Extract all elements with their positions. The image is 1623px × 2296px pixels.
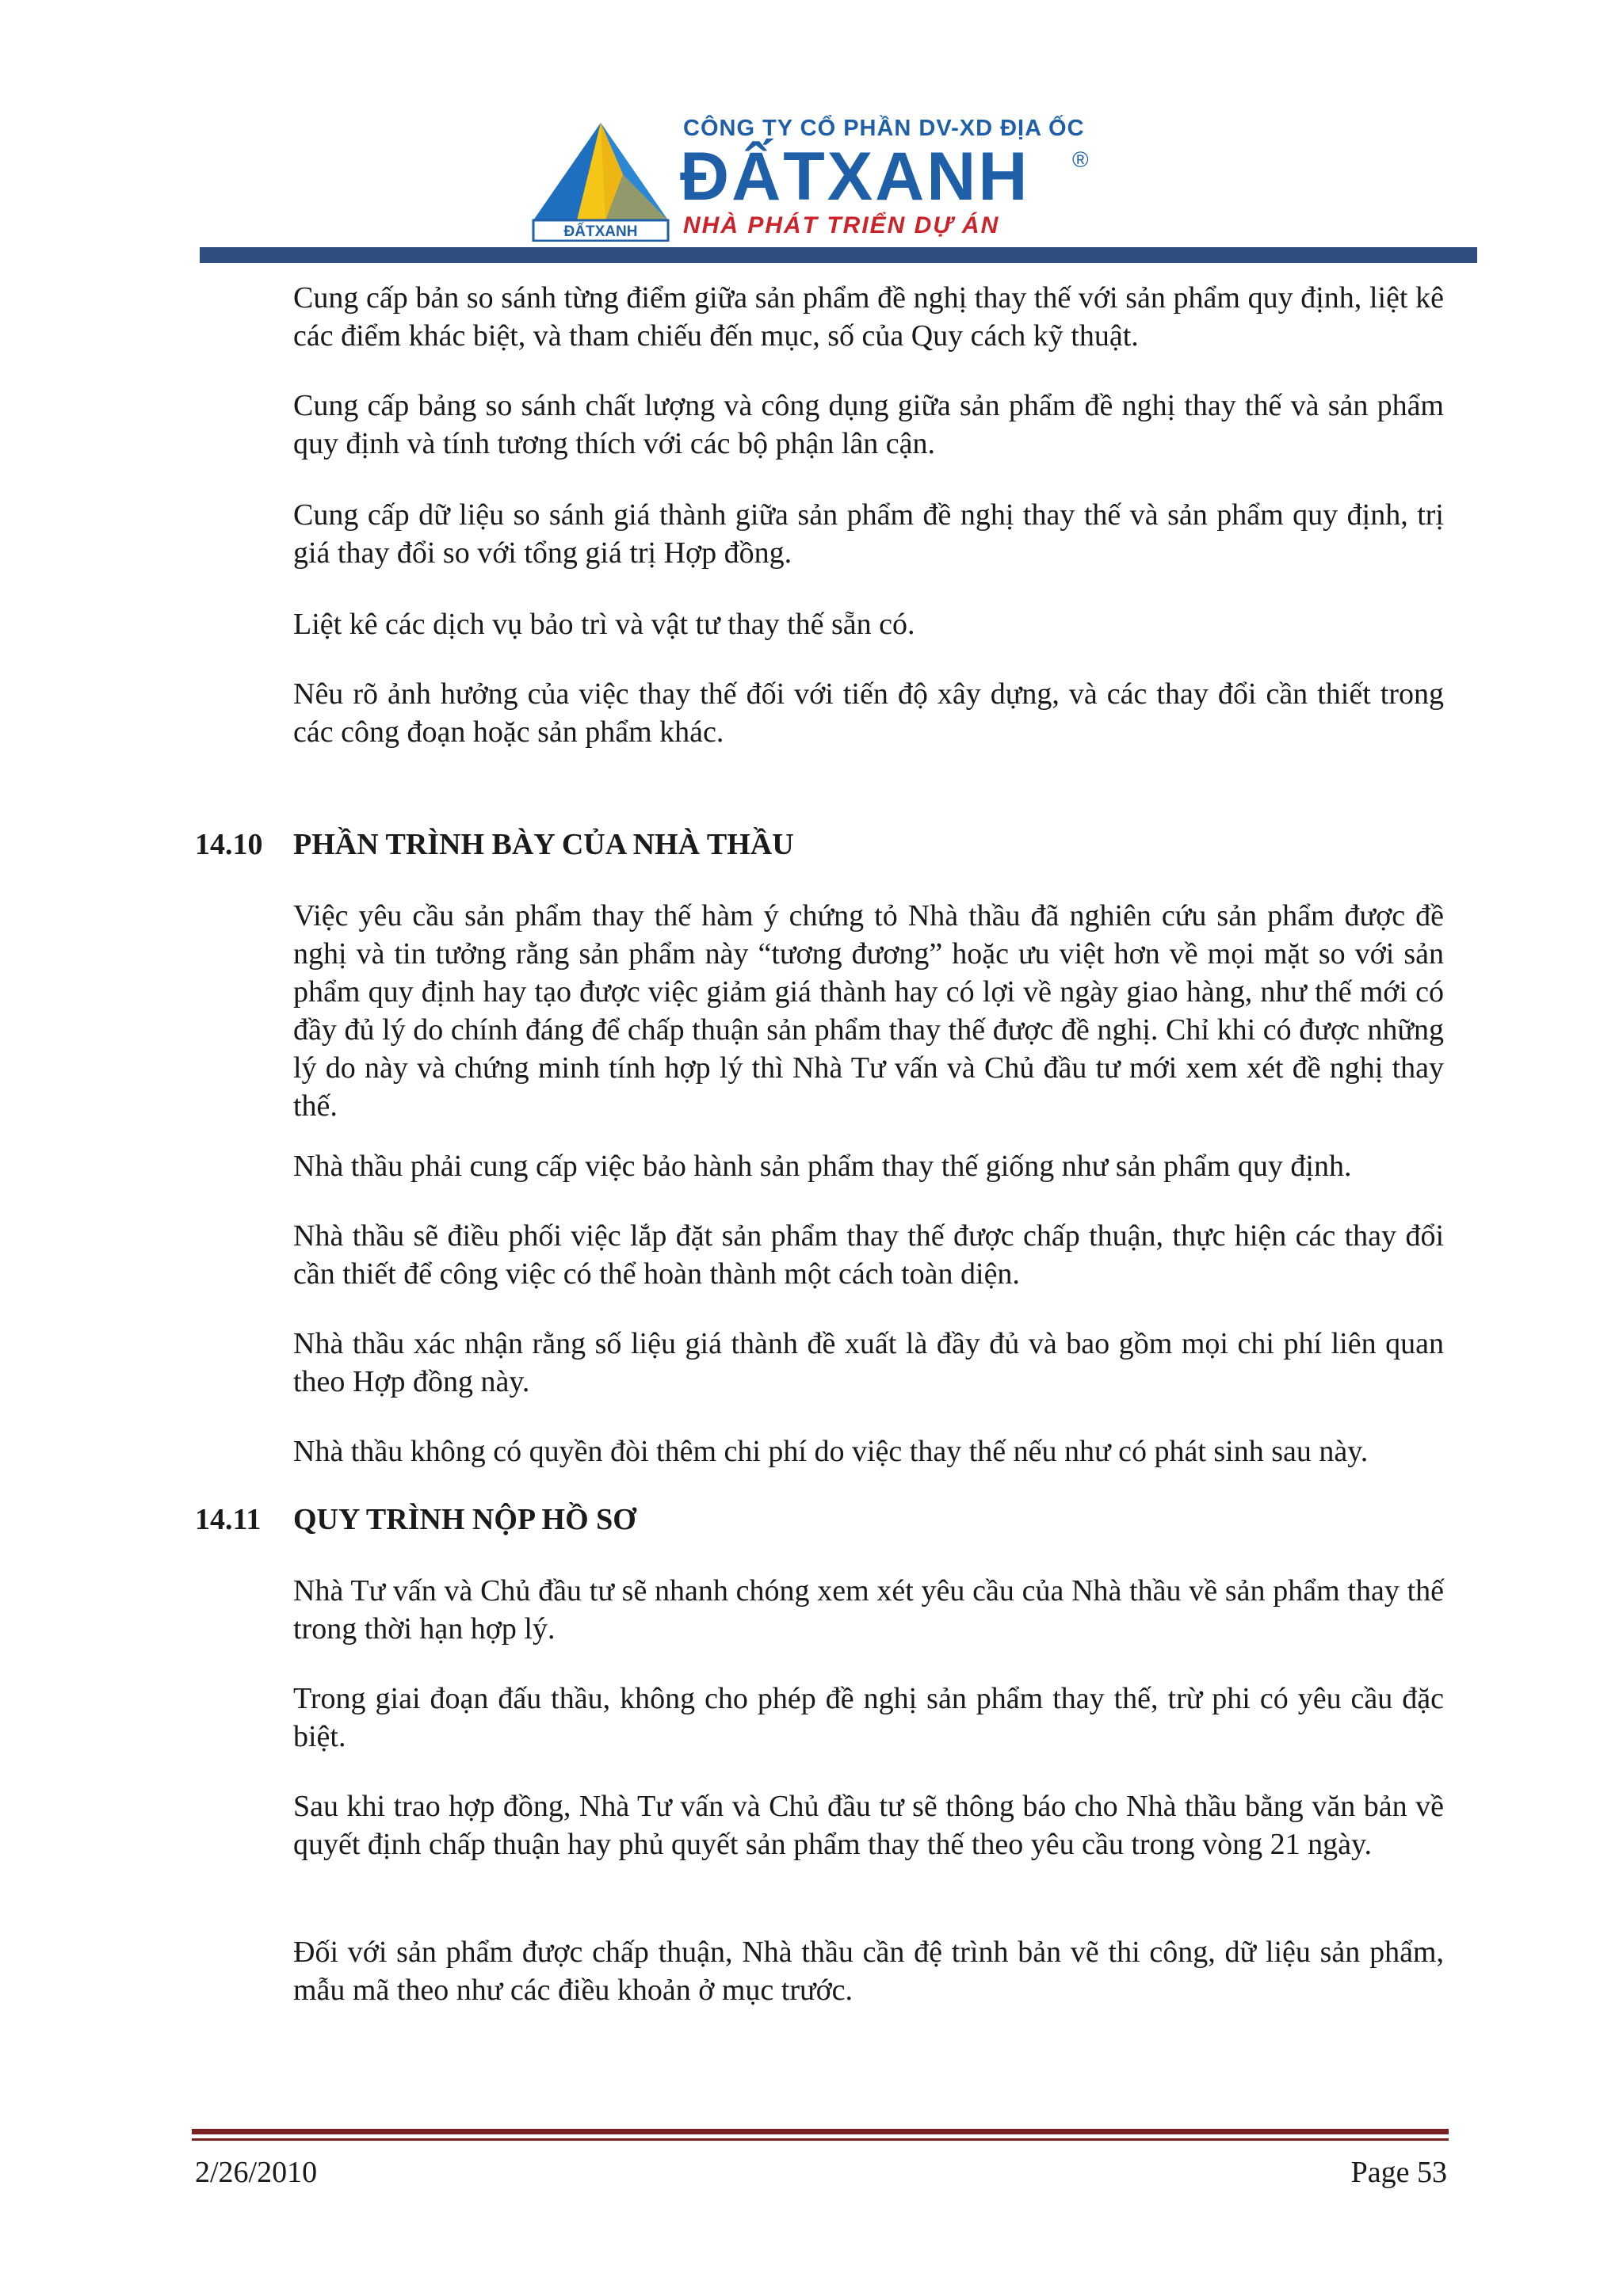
intro-paragraph: Cung cấp bảng so sánh chất lượng và công dụng giữa sản phẩm đề nghị thay thế và sản phẩm quy định và tính tương thích với các bộ phận lân cận. [293,389,1444,460]
section-paragraph: Nhà thầu sẽ điều phối việc lắp đặt sản phẩm thay thế được chấp thuận, thực hiện các thay đổi cần thiết để công việc có thể hoàn thành một cách toàn diện. [293,1219,1444,1291]
company-name: CÔNG TY CỔ PHẦN DV-XD ĐỊA ỐC [683,116,1085,141]
brand-tagline: NHÀ PHÁT TRIỂN DỰ ÁN [683,212,1000,238]
section-title: PHẦN TRÌNH BÀY CỦA NHÀ THẦU [293,828,794,861]
section-paragraph: Trong giai đoạn đấu thầu, không cho phép đề nghị sản phẩm thay thế, trừ phi có yêu cầu đặc biệt. [293,1682,1444,1753]
page-number: Page 53 [1350,2156,1447,2189]
section-paragraph: Nhà thầu xác nhận rằng số liệu giá thành đề xuất là đầy đủ và bao gồm mọi chi phí liên quan theo Hợp đồng này. [293,1327,1444,1398]
section-paragraph: Đối với sản phẩm được chấp thuận, Nhà thầu cần đệ trình bản vẽ thi công, dữ liệu sản phẩm, mẫu mã theo như các điều khoản ở mục trước. [293,1936,1444,2007]
datxanh-logo-icon [529,119,672,242]
section-heading-14-11 [195,1502,636,1537]
section-paragraph: Nhà Tư vấn và Chủ đầu tư sẽ nhanh chóng xem xét yêu cầu của Nhà thầu về sản phẩm thay thế trong thời hạn hợp lý. [293,1574,1444,1646]
section-number: 14.10 [195,828,263,861]
intro-paragraph: Nêu rõ ảnh hưởng của việc thay thế đối với tiến độ xây dựng, và các thay đổi cần thiết trong các công đoạn hoặc sản phẩm khác. [293,677,1444,749]
intro-paragraph: Liệt kê các dịch vụ bảo trì và vật tư thay thế sẵn có. [293,608,915,641]
footer-rule [192,2129,1449,2134]
page-header [0,0,1623,254]
section-heading-14-10 [195,827,794,862]
footer-date: 2/26/2010 [195,2156,318,2189]
logo-label: ĐẤTXANH [563,223,638,240]
section-paragraph: Sau khi trao hợp đồng, Nhà Tư vấn và Chủ đầu tư sẽ thông báo cho Nhà thầu bằng văn bản về quyết định chấp thuận hay phủ quyết sản phẩm thay thế theo yêu cầu trong vòng 21 ngày. [293,1790,1444,1861]
brand-name: ĐẤTXANH [680,139,1030,215]
section-number: 14.11 [195,1503,262,1536]
registered-mark-icon: ® [1072,147,1089,172]
intro-paragraph: Cung cấp bản so sánh từng điểm giữa sản phẩm đề nghị thay thế với sản phẩm quy định, liệt kê các điểm khác biệt, và tham chiếu đến mục, số của Quy cách kỹ thuật. [293,281,1444,353]
footer-rule [192,2138,1449,2141]
header-divider [200,247,1477,263]
section-paragraph: Việc yêu cầu sản phẩm thay thế hàm ý chứng tỏ Nhà thầu đã nghiên cứu sản phẩm được đề nghị và tin tưởng rằng sản phẩm này “tương đương” hoặc ưu việt hơn về mọi mặt so với sản phẩm quy định hay tạo được việc giảm giá thành hay có lợi về ngày giao hàng, như thế mới có đầy đủ lý do chính đáng để chấp thuận sản phẩm thay thế được đề nghị. Chỉ khi có được những lý do này và chứng minh tính hợp lý thì Nhà Tư vấn và Chủ đầu tư mới xem xét đề nghị thay thế. [293,899,1444,1123]
intro-paragraph: Cung cấp dữ liệu so sánh giá thành giữa sản phẩm đề nghị thay thế và sản phẩm quy định, trị giá thay đổi so với tổng giá trị Hợp đồng. [293,498,1444,570]
section-paragraph: Nhà thầu không có quyền đòi thêm chi phí do việc thay thế nếu như có phát sinh sau này. [293,1435,1369,1468]
section-paragraph: Nhà thầu phải cung cấp việc bảo hành sản phẩm thay thế giống như sản phẩm quy định. [293,1150,1352,1183]
section-title: QUY TRÌNH NỘP HỒ SƠ [293,1503,636,1536]
